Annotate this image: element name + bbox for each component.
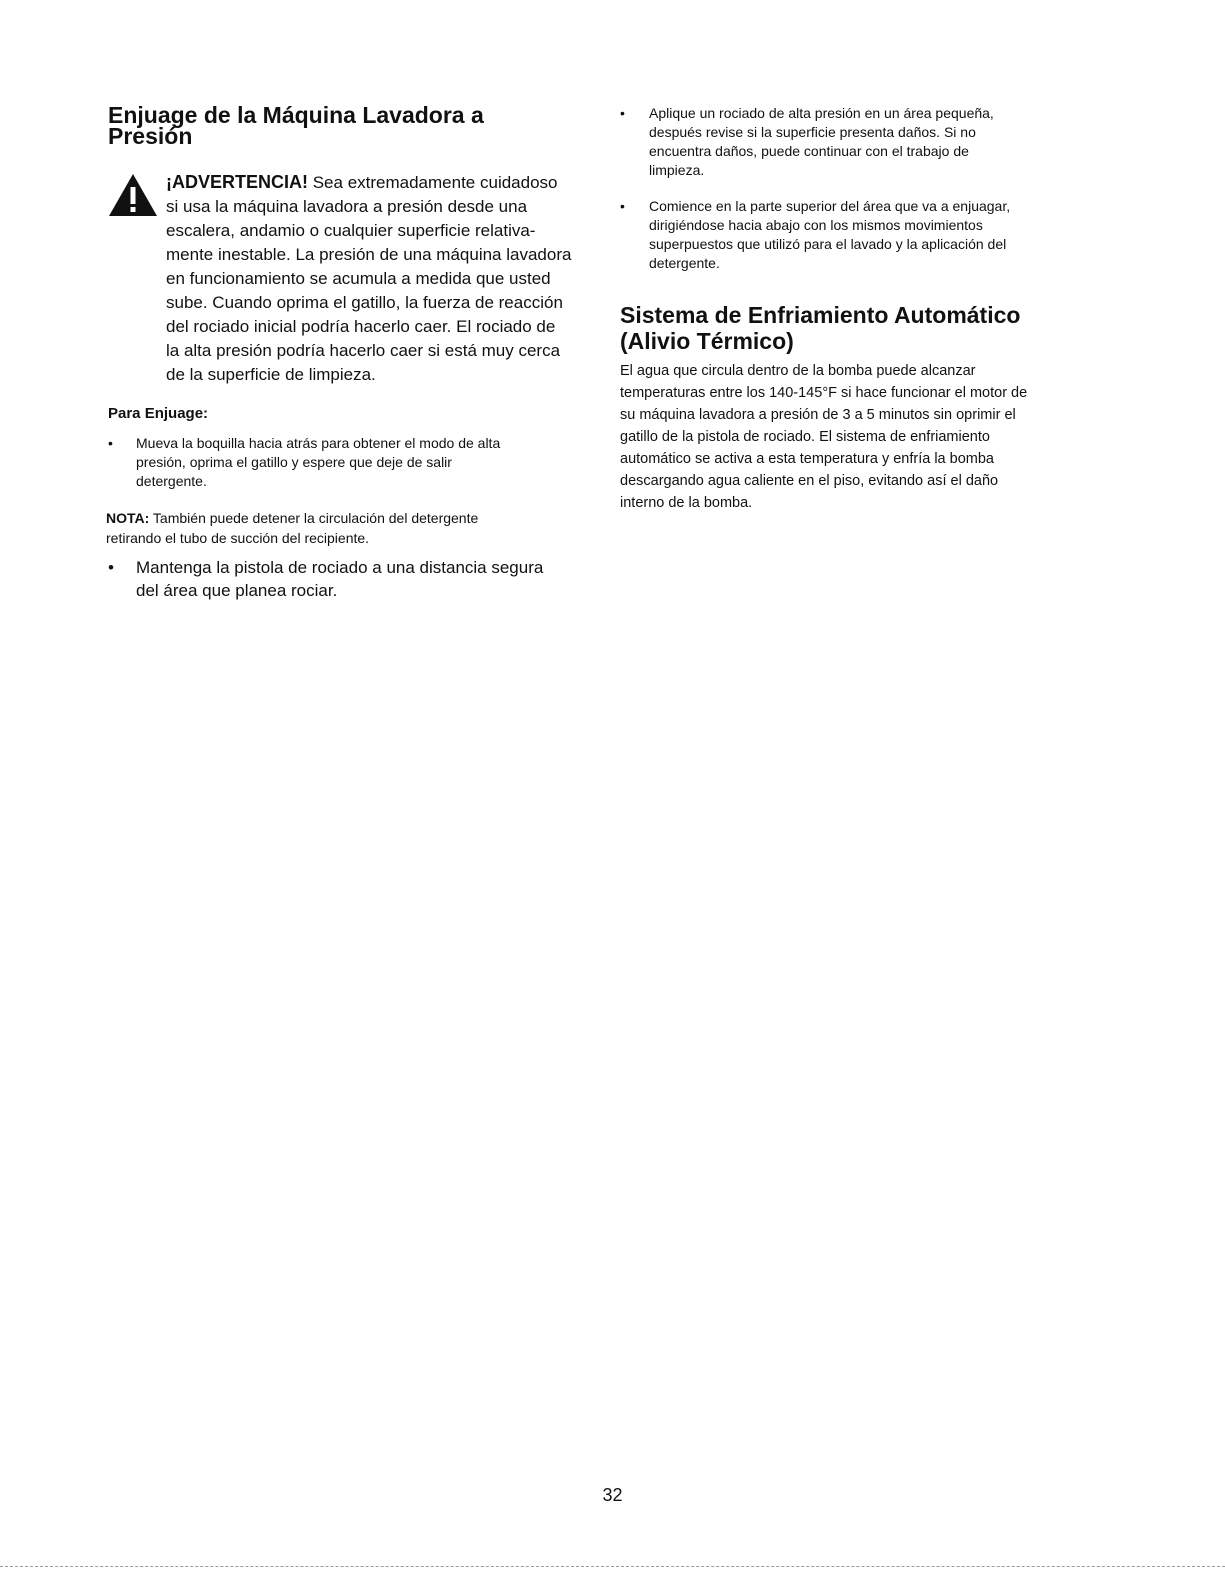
bullet-text [136,556,586,602]
list-item [108,556,586,602]
note-line-2: retirando el tubo de succión del recipiente. [106,530,370,546]
bullet-text [649,197,1098,273]
list-item [620,197,1098,273]
warning-line-2: si usa la máquina lavadora a presión desde una [166,197,528,216]
heading-line-2: (Alivio Térmico) [620,328,794,354]
bullet-line-1: Mantenga la pistola de rociado a una distancia segura [136,558,544,577]
bullet-line-3: detergente. [136,473,207,489]
bullet-line-2: del área que planea rociar. [136,581,338,600]
bullet-line-2: presión, oprima el gatillo y espere que deje de salir [136,454,452,470]
section-heading-cooling [620,302,1020,354]
bullet-line-2: dirigiéndose hacia abajo con los mismos movimientos [649,217,983,233]
para-line-3: su máquina lavadora a presión de 3 a 5 minutos sin oprimir el [620,407,1016,423]
warning-line-4: mente inestable. La presión de una máquina lavadora [166,245,572,264]
warning-line-3: escalera, andamio o cualquier superficie relativa- [166,221,536,240]
note-line-1: También puede detener la circulación del detergente [149,510,479,526]
section-heading-rinse [108,102,484,149]
bullet-text [649,104,1098,180]
warning-line-1: Sea extremadamente cuidadoso [308,173,558,192]
bullet-line-1: Aplique un rociado de alta presión en un área pequeña, [649,105,994,121]
cooling-paragraph [620,360,1106,514]
warning-text [166,170,596,387]
warning-line-5: en funcionamiento se acumula a medida que usted [166,269,551,288]
bullet-line-3: encuentra daños, puede continuar con el trabajo de [649,143,969,159]
warning-line-8: la alta presión podría hacerlo caer si está muy cerca [166,341,561,360]
bullet-marker: • [108,435,113,451]
warning-triangle-icon [108,173,158,217]
para-line-7: interno de la bomba. [620,495,753,511]
heading-line-1: Enjuage de la Máquina Lavadora a [108,102,484,128]
list-item [108,434,586,491]
page-number: 32 [602,1485,623,1505]
bullet-line-4: limpieza. [649,162,705,178]
para-line-6: descargando agua caliente en el piso, evitando así el daño [620,473,999,489]
para-line-4: gatillo de la pistola de rociado. El sistema de enfriamiento [620,429,990,445]
heading-line-2: Presión [108,123,193,149]
warning-line-9: de la superficie de limpieza. [166,365,376,384]
warning-lead: ¡ADVERTENCIA! [166,172,308,192]
bullet-marker: • [620,105,625,121]
bullet-line-3: superpuestos que utilizó para el lavado y la aplicación del [649,236,1007,252]
bullet-text [136,434,586,491]
warning-line-7: del rociado inicial podría hacerlo caer. El rociado de [166,317,556,336]
bullet-line-4: detergente. [649,255,720,271]
bullet-marker: • [620,198,625,214]
heading-line-1: Sistema de Enfriamiento Automático [620,302,1021,328]
list-item [620,104,1098,180]
note-paragraph [106,508,586,548]
bullet-line-1: Mueva la boquilla hacia atrás para obtener el modo de alta [136,435,501,451]
para-line-2: temperaturas entre los 140-145°F si hace funcionar el motor de [620,385,1028,401]
bullet-line-2: después revise si la superficie presenta daños. Si no [649,124,976,140]
para-line-1: El agua que circula dentro de la bomba puede alcanzar [620,363,976,379]
bullet-line-1: Comience en la parte superior del área que va a enjuagar, [649,198,1011,214]
para-line-5: automático se activa a esta temperatura y enfría la bomba [620,451,994,467]
bullet-marker: • [108,558,114,577]
warning-line-6: sube. Cuando oprima el gatillo, la fuerza de reacción [166,293,563,312]
subheading-para-enjuage: Para Enjuage: [108,405,209,422]
note-label: NOTA: [106,510,150,526]
bottom-divider [0,1566,1225,1567]
